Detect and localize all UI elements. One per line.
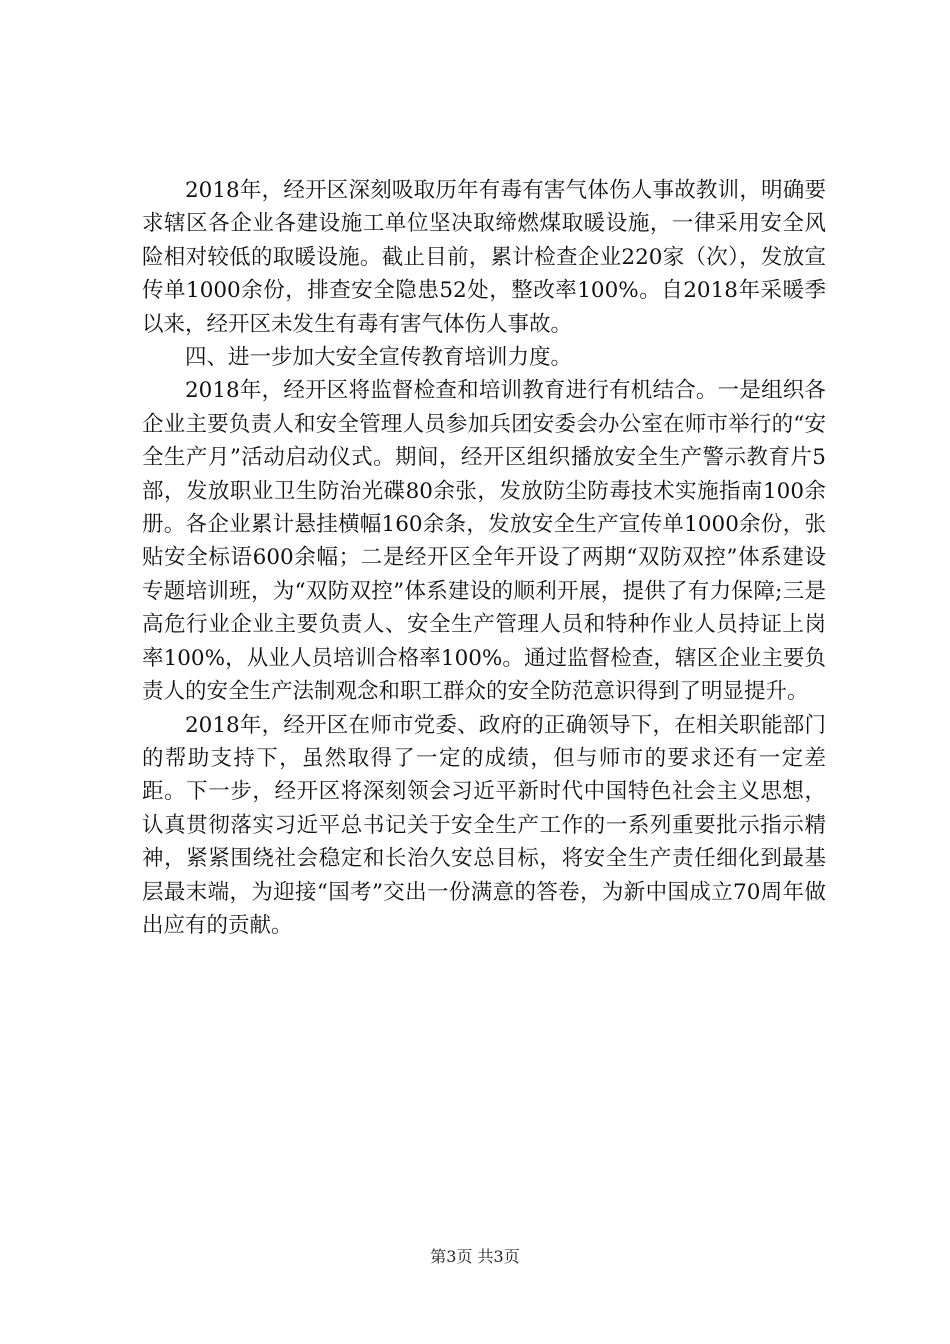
paragraph-gas-safety: 2018年，经开区深刻吸取历年有毒有害气体伤人事故教训，明确要求辖区各企业各建设施工单位坚决取缔燃煤取暖设施，一律采用安全风险相对较低的取暖设施。截止目前，累计检查企业220家（次），发放宣传单1000余份，排查安全隐患52处，整改率100%。自2018年采暖季以来，经开区未发生有毒有害气体伤人事故。 <box>142 178 826 337</box>
paragraph-training: 2018年，经开区将监督检查和培训教育进行有机结合。一是组织各企业主要负责人和安全管理人员参加兵团安委会办公室在师市举行的“安全生产月”活动启动仪式。期间，经开区组织播放安全生产警示教育片5部，发放职业卫生防治光碟80余张，发放防尘防毒技术实施指南100余册。各企业累计悬挂横幅160余条，发放安全生产宣传单1000余份，张贴安全标语600余幅；二是经开区全年开设了两期“双防双控”体系建设专题培训班，为“双防双控”体系建设的顺利开展，提供了有力保障;三是高危行业企业主要负责人、安全生产管理人员和特种作业人员持证上岗率100%，从业人员培训合格率100%。通过监督检查，辖区企业主要负责人的安全生产法制观念和职工群众的安全防范意识得到了明显提升。 <box>142 378 826 705</box>
paragraph-summary: 2018年，经开区在师市党委、政府的正确领导下，在相关职能部门的帮助支持下，虽然取得了一定的成绩，但与师市的要求还有一定差距。下一步，经开区将深刻领会习近平新时代中国特色社会主义思想，认真贯彻落实习近平总书记关于安全生产工作的一系列重要批示指示精神，紧紧围绕社会稳定和长治久安总目标，将安全生产责任细化到最基层最末端，为迎接“国考”交出一份满意的答卷，为新中国成立70周年做出应有的贡献。 <box>142 712 826 938</box>
page-number: 第3页 共3页 <box>430 1247 520 1266</box>
section-heading-training: 四、进一步加大安全宣传教育培训力度。 <box>185 345 573 371</box>
document-body <box>142 174 826 942</box>
